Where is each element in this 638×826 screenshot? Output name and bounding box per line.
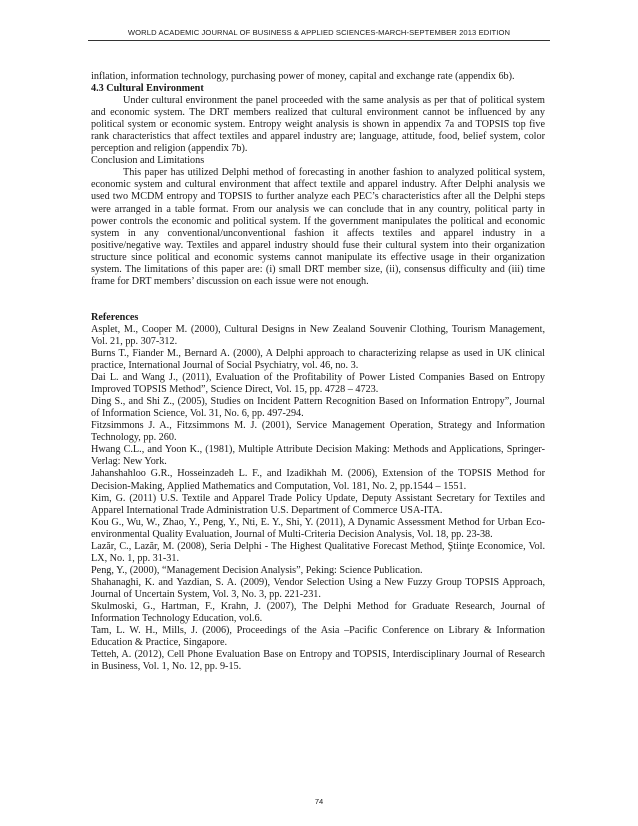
section-heading: 4.3 Cultural Environment <box>91 83 204 95</box>
page-body <box>91 71 545 673</box>
reference-item: Ding S., and Shi Z., (2005), Studies on Incident Pattern Recognition Based on Information Entropy”, Journal of Information Science, Vol. 31, No. 6, pp. 497-294. <box>91 396 545 420</box>
reference-item: Fitzsimmons J. A., Fitzsimmons M. J. (2001), Service Management Operation, Strategy and Information Technology, pp. 260. <box>91 420 545 444</box>
reference-item: Lazăr, C., Lazăr, M. (2008), Seria Delphi - The Highest Qualitative Forecast Method, Ştiinţe Economice, Vol. LX, No. 1, pp. 31-31. <box>91 540 545 564</box>
intro-paragraph: inflation, information technology, purchasing power of money, capital and exchange rate (appendix 6b). <box>91 71 515 82</box>
reference-item: Skulmoski, G., Hartman, F., Krahn, J. (2007), The Delphi Method for Graduate Research, Journal of Information Technology Education, vol.6. <box>91 600 545 625</box>
spacer <box>91 288 545 312</box>
conclusion-heading: Conclusion and Limitations <box>91 155 205 167</box>
reference-item: Peng, Y., (2000), “Management Decision Analysis”, Peking: Science Publication. <box>91 564 423 576</box>
running-header: WORLD ACADEMIC JOURNAL OF BUSINESS & APPLIED SCIENCES-MARCH-SEPTEMBER 2013 EDITION <box>88 28 550 41</box>
page-number: 74 <box>314 797 324 806</box>
reference-item: Dai L. and Wang J., (2011), Evaluation of the Profitability of Power Listed Companies Based on Entropy Improved TOPSIS Method”, Science Direct, Vol. 15, pp. 4728 – 4723. <box>91 372 545 396</box>
cultural-paragraph: Under cultural environment the panel proceeded with the same analysis as per that of political system and economic system. The DRT members realized that cultural environment cannot be influenced by any political system or economic system. Entropy weight analysis is shown in appendix 7a and TOPSIS top five rank characteristics that affect textiles and apparel industry are; language, attitude, food, belief system, color perception and religion (appendix 7b). <box>91 95 545 155</box>
reference-item: Kim, G. (2011) U.S. Textile and Apparel Trade Policy Update, Deputy Assistant Secretary for Textiles and Apparel International Trade Administration U.S. Department of Commerce USA-ITA. <box>91 492 545 516</box>
reference-item: Tetteh, A. (2012), Cell Phone Evaluation Base on Entropy and TOPSIS, Interdisciplinary Journal of Research in Business, Vol. 1, No. 12, pp. 9-15. <box>91 649 545 673</box>
reference-item: Asplet, M., Cooper M. (2000), Cultural Designs in New Zealand Souvenir Clothing, Tourism Management, Vol. 21, pp. 307-312. <box>91 323 545 347</box>
reference-item: Burns T., Fiander M., Bernard A. (2000), A Delphi approach to characterizing relapse as used in UK clinical practice, International Journal of Social Psychiatry, vol. 46, no. 3. <box>91 347 545 372</box>
conclusion-paragraph: This paper has utilized Delphi method of forecasting in another fashion to analyzed political system, economic system and cultural environment that affect textile and apparel industry. After Delphi analysis we used two MCDM entropy and TOPSIS to further analyze each PEC’s characteristics after all the Delphi steps were arranged in a table format. From our analysis we can conclude that in any country, political party in power controls the economic and political system. If the government manipulates the political and economic system in any conventional/unconventional fashion it affects textiles and apparel industry in a positive/negative way. Textiles and apparel industry should fuse their cultural system into their organization structure since political and economic systems cannot manipulate its effective usage in their organization system. The limitations of this paper are: (i) small DRT member size, (ii), consensus difficulty and (iii) time frame for DRT members’ discussion on each issue were not enough. <box>91 167 545 287</box>
reference-item: Kou G., Wu, W., Zhao, Y., Peng, Y., Nti, E. Y., Shi, Y. (2011), A Dynamic Assessment Method for Urban Eco-environmental Quality Evaluation, Journal of Multi-Criteria Decision Analysis, Vol. 18, pp. 23-38. <box>91 516 545 540</box>
references-list <box>91 324 545 673</box>
reference-item: Shahanaghi, K. and Yazdian, S. A. (2009), Vendor Selection Using a New Fuzzy Group TOPSIS Approach, Journal of Uncertain System, Vol. 3, No. 3, pp. 221-231. <box>91 576 545 600</box>
reference-item: Hwang C.L., and Yoon K., (1981), Multiple Attribute Decision Making: Methods and Applications, Springer-Verlag: New York. <box>91 444 545 468</box>
references-heading: References <box>91 311 139 323</box>
reference-item: Tam, L. W. H., Mills, J. (2006), Proceedings of the Asia –Pacific Conference on Library & Information Education & Practice, Singapore. <box>91 625 545 649</box>
reference-item: Jahanshahloo G.R., Hosseinzadeh L. F., and Izadikhah M. (2006), Extension of the TOPSIS Method for Decision-Making, Applied Mathematics and Computation, Vol. 181, No. 2, pp.1544 – 1551. <box>91 468 545 492</box>
